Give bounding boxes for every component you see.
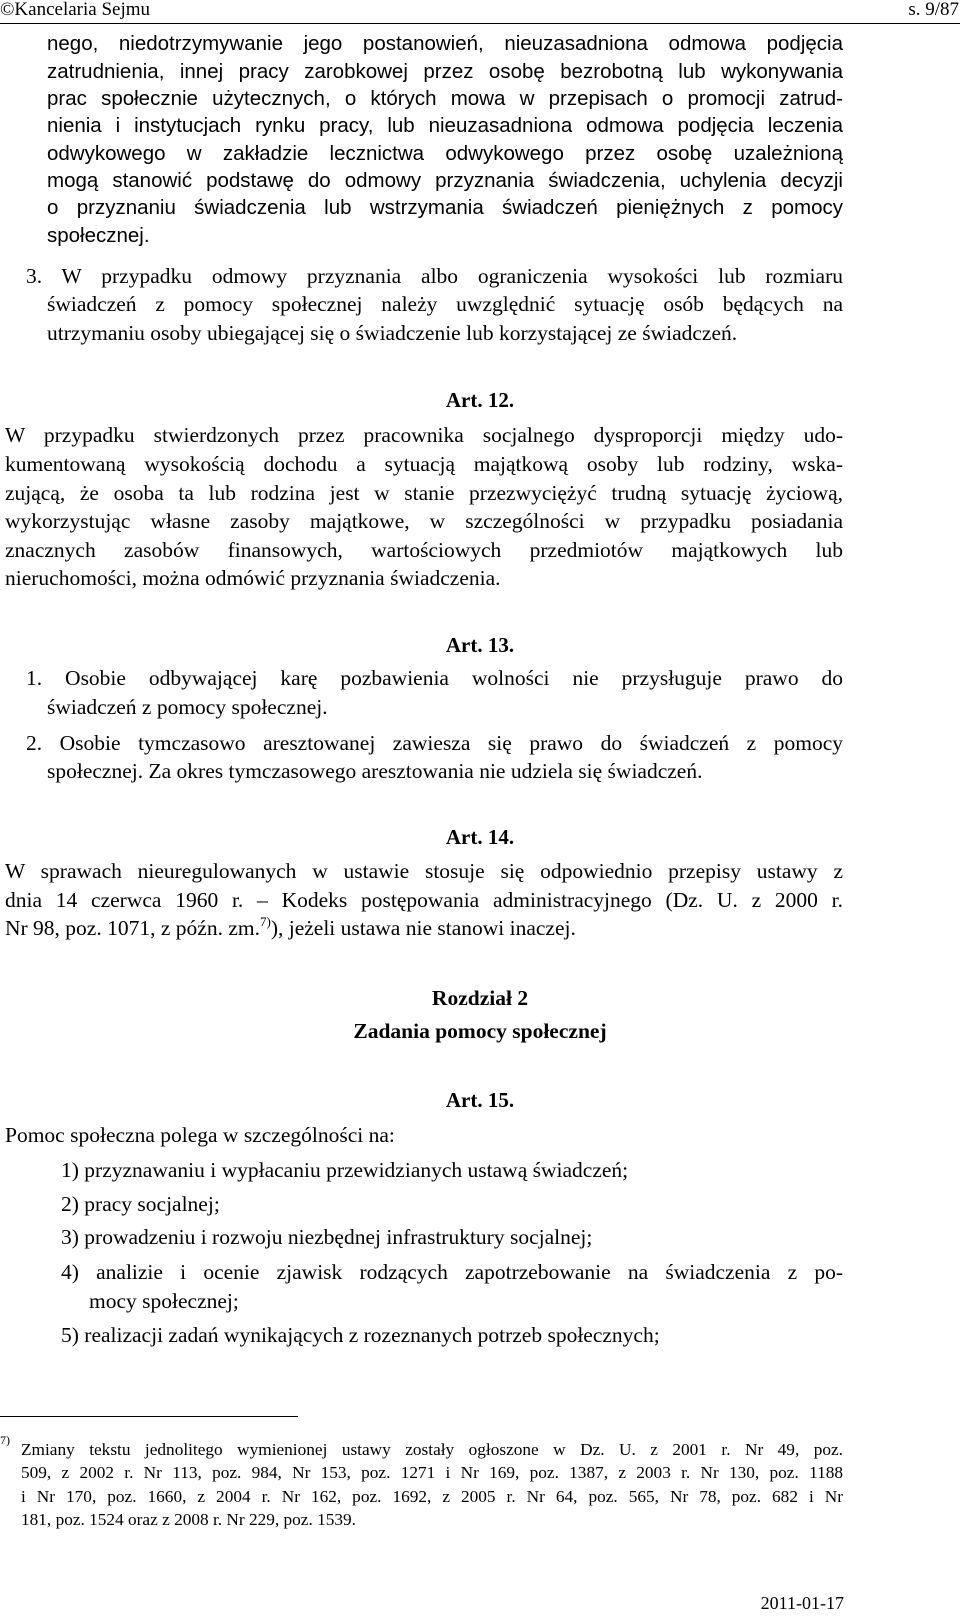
- text-line: W sprawach nieuregulowanych w ustawie stosuje się odpowiednio przepisy ustawy z: [5, 859, 843, 883]
- text-line: 2. Osobie tymczasowo aresztowanej zawiesza się prawo do świadczeń z pomocy: [26, 731, 843, 755]
- list-item: 2) pracy socjalnej;: [61, 1192, 220, 1216]
- text-line: kumentowaną wysokością dochodu a sytuacją majątkową osoby lub rodziny, wska-: [5, 452, 843, 476]
- text-line: 181, poz. 1524 oraz z 2008 r. Nr 229, poz. 1539.: [21, 1510, 357, 1529]
- list-item: 5) realizacji zadań wynikających z rozeznanych potrzeb społecznych;: [61, 1323, 660, 1347]
- header-publisher: ©Kancelaria Sejmu: [0, 0, 151, 20]
- footnote-marker: 7): [0, 1433, 10, 1447]
- text-line: 509, z 2002 r. Nr 113, poz. 984, Nr 153, poz. 1271 i Nr 169, poz. 1387, z 2003 r. Nr 130, poz. 1188: [21, 1463, 843, 1482]
- list-item-continuation: mocy społecznej;: [89, 1289, 239, 1313]
- text-line: nienia i instytucjach rynku pracy, lub nieuzasadniona odmowa podjęcia leczenia: [47, 114, 843, 137]
- article-14-heading: Art. 14.: [445, 825, 515, 849]
- chapter-number: Rozdział 2: [431, 986, 529, 1010]
- article-15-intro: Pomoc społeczna polega w szczególności na:: [5, 1123, 395, 1147]
- list-item: 1) przyznawaniu i wypłacaniu przewidzianych ustawą świadczeń;: [61, 1158, 629, 1182]
- text-line: znacznych zasobów finansowych, wartościowych przedmiotów majątkowych lub: [5, 538, 843, 562]
- text-segment: Nr 98, poz. 1071, z późn. zm.: [5, 916, 260, 940]
- footnote-separator: [0, 1416, 298, 1417]
- text-line: nego, niedotrzymywanie jego postanowień, nieuzasadniona odmowa podjęcia: [47, 32, 843, 55]
- article-15-heading: Art. 15.: [445, 1088, 515, 1112]
- article-13-heading: Art. 13.: [445, 633, 515, 657]
- chapter-title: Zadania pomocy społecznej: [353, 1019, 607, 1043]
- text-line: dnia 14 czerwca 1960 r. – Kodeks postępowania administracyjnego (Dz. U. z 2000 r.: [5, 888, 843, 912]
- header-rule: [0, 23, 960, 24]
- text-line: utrzymaniu osoby ubiegającej się o świadczenie lub korzystającej ze świadczeń.: [47, 321, 738, 345]
- article-12-heading: Art. 12.: [445, 388, 515, 412]
- text-line: społecznej.: [47, 224, 150, 247]
- text-line: zatrudnienia, innej pracy zarobkowej przez osobę bezrobotną lub wykonywania: [47, 60, 843, 83]
- text-line: [5, 914, 576, 943]
- text-line: mogą stanowić podstawę do odmowy przyznania świadczenia, uchylenia decyzji: [47, 169, 843, 192]
- text-line: i Nr 170, poz. 1660, z 2004 r. Nr 162, poz. 1692, z 2005 r. Nr 64, poz. 565, Nr 78, poz. 682 i Nr: [21, 1487, 843, 1506]
- footer-date: 2011-01-17: [760, 1593, 844, 1613]
- text-line: W przypadku stwierdzonych przez pracownika socjalnego dysproporcji między udo-: [5, 423, 843, 447]
- text-line: wykorzystując własne zasoby majątkowe, w szczególności w przypadku posiadania: [5, 509, 843, 533]
- footnote-reference[interactable]: 7): [259, 914, 271, 929]
- text-line: 1. Osobie odbywającej karę pozbawienia wolności nie przysługuje prawo do: [26, 666, 843, 690]
- text-line: prac społecznie użytecznych, o których mowa w przepisach o promocji zatrud-: [47, 87, 843, 110]
- text-line: społecznej. Za okres tymczasowego aresztowania nie udziela się świadczeń.: [47, 759, 703, 783]
- text-line: 3. W przypadku odmowy przyznania albo ograniczenia wysokości lub rozmiaru: [26, 264, 843, 288]
- text-line: zującą, że osoba ta lub rodzina jest w stanie przezwyciężyć trudną sytuację życiową,: [5, 481, 843, 505]
- header-page-number: s. 9/87: [908, 0, 959, 20]
- text-line: odwykowego w zakładzie lecznictwa odwykowego przez osobę uzależnioną: [47, 142, 843, 165]
- text-line: świadczeń z pomocy społecznej należy uwzględnić sytuację osób będących na: [47, 292, 843, 316]
- text-line: świadczeń z pomocy społecznej.: [47, 695, 328, 719]
- text-segment: ), jeżeli ustawa nie stanowi inaczej.: [270, 916, 576, 940]
- text-line: Zmiany tekstu jednolitego wymienionej ustawy zostały ogłoszone w Dz. U. z 2001 r. Nr 49, poz.: [21, 1440, 843, 1459]
- text-line: nieruchomości, można odmówić przyznania świadczenia.: [5, 566, 501, 590]
- list-item: 4) analizie i ocenie zjawisk rodzących zapotrzebowanie na świadczenia z po-: [61, 1260, 843, 1284]
- text-line: o przyznaniu świadczenia lub wstrzymania świadczeń pieniężnych z pomocy: [47, 196, 843, 219]
- list-item: 3) prowadzeniu i rozwoju niezbędnej infrastruktury socjalnej;: [61, 1225, 593, 1249]
